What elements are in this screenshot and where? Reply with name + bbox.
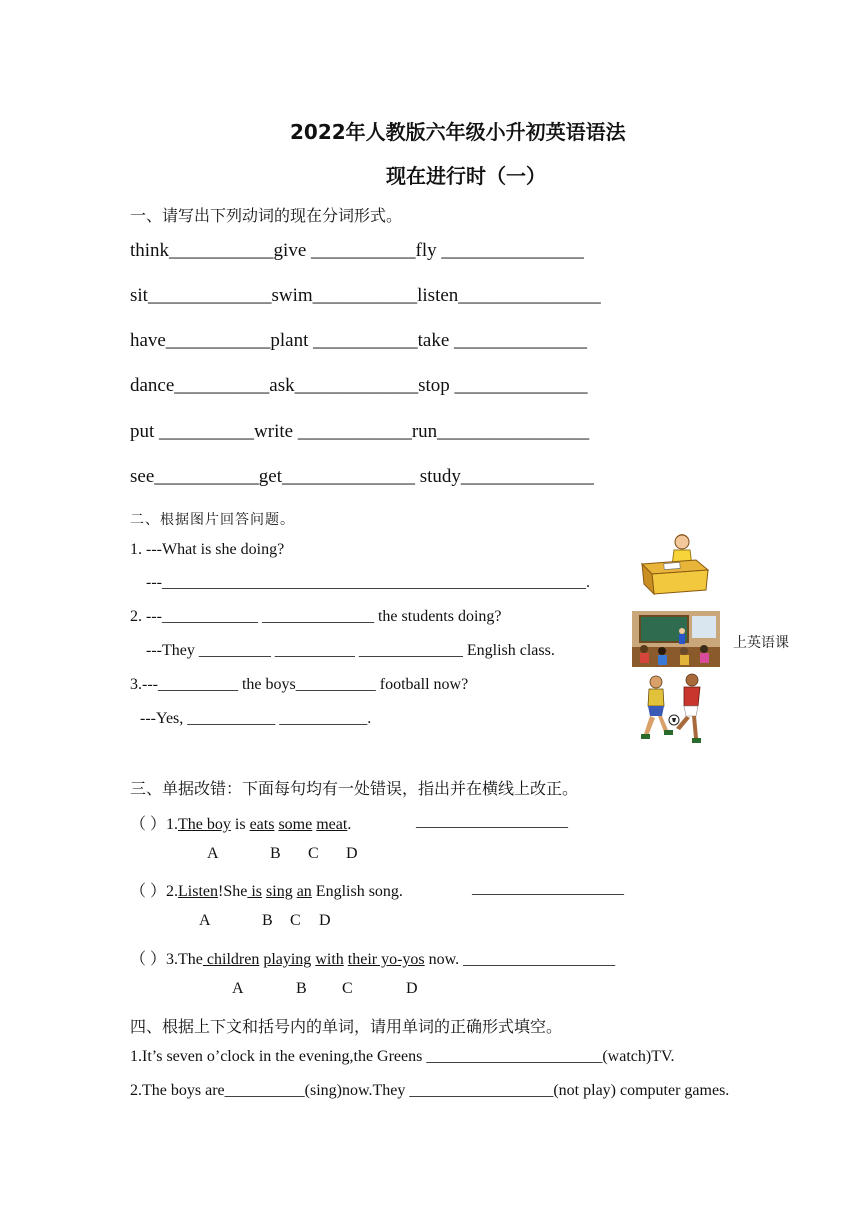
option-letter-d: D bbox=[346, 845, 358, 862]
girl-writing-picture bbox=[638, 530, 710, 598]
correction-blank-1: ___________________ bbox=[416, 813, 568, 830]
option-a-text: children bbox=[202, 951, 260, 968]
answer-3: ---Yes, ___________ ___________. bbox=[140, 710, 372, 727]
option-b-text: is bbox=[247, 883, 263, 900]
fill-sentence-1: 1.It’s seven o’clock in the evening,the Greens ______________________(watch)TV. bbox=[130, 1048, 675, 1065]
option-letter-a: A bbox=[232, 980, 244, 997]
option-letter-d: D bbox=[319, 912, 331, 929]
picture-caption: 上英语课 bbox=[733, 635, 789, 651]
sentence-number: 2. bbox=[166, 883, 179, 900]
answer-2: ---They _________ __________ _____________ English class. bbox=[146, 642, 555, 659]
verb-row: have___________plant ___________take ______________ bbox=[130, 330, 588, 351]
answer-parentheses: （ ） bbox=[130, 883, 167, 900]
option-c-text: some bbox=[278, 816, 313, 833]
question-3: 3.---__________ the boys__________ football now? bbox=[130, 676, 469, 693]
sentence-text: now. ___________________ bbox=[424, 951, 616, 968]
error-sentence-3 bbox=[130, 946, 615, 969]
football-picture bbox=[636, 672, 708, 748]
option-letter-a: A bbox=[207, 845, 219, 862]
sentence-number: 1. bbox=[166, 816, 179, 833]
section1-heading: 一、请写出下列动词的现在分词形式。 bbox=[130, 206, 403, 225]
option-a-text: The boy bbox=[178, 816, 231, 833]
fill-sentence-2: 2.The boys are__________(sing)now.They __________________(not play) computer games. bbox=[130, 1082, 730, 1099]
option-b-text: eats bbox=[249, 816, 275, 833]
section3-heading: 三、单据改错：下面每句均有一处错误，指出并在横线上改正。 bbox=[130, 779, 579, 798]
answer-parentheses: （ ） bbox=[130, 951, 167, 968]
answer-1: ---_____________________________________________________. bbox=[146, 574, 590, 591]
option-d-text: an bbox=[296, 883, 312, 900]
sentence-text: . bbox=[347, 816, 352, 833]
section4-heading: 四、根据上下文和括号内的单词，请用单词的正确形式填空。 bbox=[130, 1017, 563, 1036]
option-d-text: meat bbox=[316, 816, 348, 833]
page-subtitle: 现在进行时（一） bbox=[386, 164, 546, 188]
answer-parentheses: （ ） bbox=[130, 816, 167, 833]
option-letter-a: A bbox=[199, 912, 211, 929]
question-2: 2. ---____________ ______________ the students doing? bbox=[130, 608, 502, 625]
verb-row: put __________write ____________run________________ bbox=[130, 421, 590, 442]
question-1: 1. ---What is she doing? bbox=[130, 541, 285, 558]
option-letter-b: B bbox=[270, 845, 281, 862]
option-c-text: sing bbox=[266, 883, 293, 900]
sentence-text: is bbox=[230, 816, 250, 833]
error-sentence-1 bbox=[130, 811, 351, 834]
option-d-text: their yo-yos bbox=[347, 951, 425, 968]
section2-heading: 二、根据图片回答问题。 bbox=[130, 512, 295, 528]
correction-blank-2: ___________________ bbox=[472, 880, 624, 897]
sentence-text: English song. bbox=[311, 883, 403, 900]
verb-row: think___________give ___________fly _______________ bbox=[130, 240, 584, 261]
verb-row: sit_____________swim___________listen_______________ bbox=[130, 285, 601, 306]
verb-row: dance__________ask_____________stop ______________ bbox=[130, 375, 588, 396]
option-letter-b: B bbox=[296, 980, 307, 997]
option-c-text: with bbox=[315, 951, 344, 968]
error-sentence-2 bbox=[130, 878, 403, 901]
option-a-text: Listen bbox=[178, 883, 219, 900]
option-b-text: playing bbox=[263, 951, 312, 968]
option-letter-c: C bbox=[342, 980, 353, 997]
page-title: 2022年人教版六年级小升初英语语法 bbox=[290, 120, 626, 144]
sentence-text: !She bbox=[218, 883, 248, 900]
classroom-picture bbox=[632, 611, 720, 667]
option-letter-c: C bbox=[290, 912, 301, 929]
option-letter-b: B bbox=[262, 912, 273, 929]
option-letter-c: C bbox=[308, 845, 319, 862]
option-letter-d: D bbox=[406, 980, 418, 997]
sentence-number: 3.The bbox=[166, 951, 203, 968]
verb-row: see___________get______________ study______________ bbox=[130, 466, 594, 487]
